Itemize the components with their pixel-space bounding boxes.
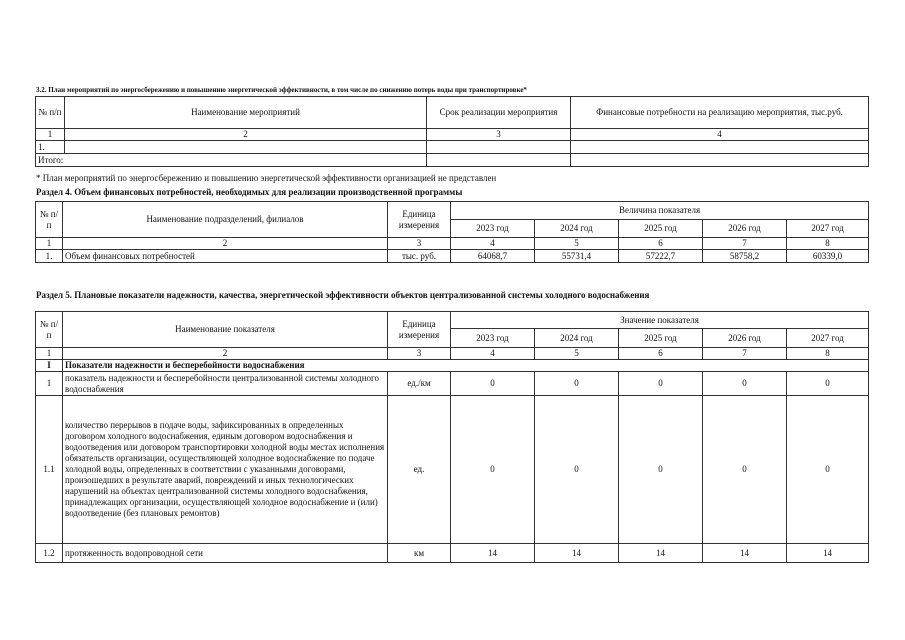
value-cell: 0 [703,372,787,396]
row-number: 1.2 [36,544,63,563]
value-cell: 0 [451,396,535,544]
year-header: 2027 год [787,329,869,348]
year-header: 2023 год [451,329,535,348]
section3-title: 3.2. План мероприятий по энергосбережению и повышению энергетической эффективности, в том числе по снижению потерь воды при транспортировке* [36,86,527,94]
value-cell: 60339,0 [787,250,869,263]
table-cell: 2 [63,348,388,360]
table-number-row [36,238,869,250]
value-cell: 55731,4 [535,250,619,263]
row-name: количество перерывов в подаче воды, зафиксированных в определенных договором холодного водоснабжения, единым договором водоснабжения и водоотведения или договором транспортировки холодной воды местах исполнения обязательств организации, осуществляющей холодное водоснабжение по подаче холодной воды, определенных в соответствии с указанными договорами, произошедших в результате аварий, повреждений и иных технологических нарушений на объектах централизованной системы холодного водоснабжения, принадлежащих организации, осуществляющей холодное водоснабжение и (или) водоотведение (без плановых ремонтов) [63,396,388,544]
value-cell: 0 [787,396,869,544]
value-cell: 58758,2 [703,250,787,263]
table-cell: 1 [36,348,63,360]
table-cell: 4 [571,129,869,141]
value-cell: 14 [535,544,619,563]
table-row [36,372,869,396]
section4-title: Раздел 4. Объем финансовых потребностей, необходимых для реализации производственной программы [36,187,463,197]
group-name: Показатели надежности и бесперебойности водоснабжения [63,360,869,372]
table-cell: 1 [36,129,65,141]
total-row [36,154,869,167]
table-header-row [36,202,869,220]
table-cell: 3 [388,348,451,360]
table-header-row [36,97,869,129]
table-cell: 8 [787,238,869,250]
table-cell: 5 [535,348,619,360]
value-cell: 0 [619,372,703,396]
table-cell: 4 [451,348,535,360]
value-cell: 0 [535,372,619,396]
section5-title: Раздел 5. Плановые показатели надежности, качества, энергетической эффективности объектов централизованной системы холодного водоснабжения [36,290,650,300]
table-cell: 7 [703,238,787,250]
total-label: Итого: [36,154,427,167]
year-header: 2024 год [535,220,619,238]
table-cell [571,154,869,167]
table-cell [571,141,869,154]
section5-table [35,311,869,563]
col-header-name: Наименование показателя [63,312,388,348]
value-cell: 57222,7 [619,250,703,263]
table-cell: 3 [388,238,451,250]
table-cell: 1 [36,238,63,250]
col-header-name: Наименование подразделений, филиалов [63,202,388,238]
row-number: 1 [36,372,63,396]
row-number: 1.1 [36,396,63,544]
table-cell: 2 [65,129,427,141]
table-cell: 2 [63,238,388,250]
row-unit: км [388,544,451,563]
table-cell: 6 [619,348,703,360]
row-number: 1. [36,141,65,154]
row-number: 1. [36,250,63,263]
table-cell [427,141,571,154]
value-cell: 0 [787,372,869,396]
col-header-term: Срок реализации мероприятия [427,97,571,129]
section3-footnote: * План мероприятий по энергосбережению и повышению энергетической эффективности организацией не представлен [36,173,497,183]
table-cell: 8 [787,348,869,360]
table-cell: 5 [535,238,619,250]
section4-table [35,201,869,263]
row-unit: тыс. руб. [388,250,451,263]
value-cell: 14 [619,544,703,563]
value-cell: 0 [451,372,535,396]
group-row [36,360,869,372]
col-header-no: № п/п [36,312,63,348]
table-row [36,544,869,563]
col-header-name: Наименование мероприятий [65,97,427,129]
value-cell: 0 [535,396,619,544]
col-header-unit: Единица измерения [388,202,451,238]
table-cell: 7 [703,348,787,360]
table-cell [427,154,571,167]
year-header: 2027 год [787,220,869,238]
value-cell: 64068,7 [451,250,535,263]
year-header: 2026 год [703,220,787,238]
group-number: I [36,360,63,372]
table-row [36,396,869,544]
table-cell: 3 [427,129,571,141]
row-name: показатель надежности и бесперебойности централизованной системы холодного водоснабжения [63,372,388,396]
section3-table [35,96,869,167]
row-name: Объем финансовых потребностей [63,250,388,263]
col-header-finance: Финансовые потребности на реализацию мероприятия, тыс.руб. [571,97,869,129]
col-header-no: № п/п [36,97,65,129]
row-unit: ед. [388,396,451,544]
table-header-row [36,312,869,329]
year-header: 2023 год [451,220,535,238]
col-header-value: Значение показателя [451,312,869,329]
year-header: 2025 год [619,329,703,348]
row-unit: ед./км [388,372,451,396]
year-header: 2024 год [535,329,619,348]
col-header-unit: Единица измерения [388,312,451,348]
value-cell: 14 [451,544,535,563]
year-header: 2025 год [619,220,703,238]
row-name: протяженность водопроводной сети [63,544,388,563]
year-header: 2026 год [703,329,787,348]
table-number-row [36,129,869,141]
table-number-row [36,348,869,360]
value-cell: 0 [703,396,787,544]
value-cell: 14 [703,544,787,563]
table-cell [65,141,427,154]
table-cell: 4 [451,238,535,250]
col-header-value: Величина показателя [451,202,869,220]
table-row [36,141,869,154]
table-row [36,250,869,263]
value-cell: 14 [787,544,869,563]
col-header-no: № п/п [36,202,63,238]
value-cell: 0 [619,396,703,544]
table-cell: 6 [619,238,703,250]
